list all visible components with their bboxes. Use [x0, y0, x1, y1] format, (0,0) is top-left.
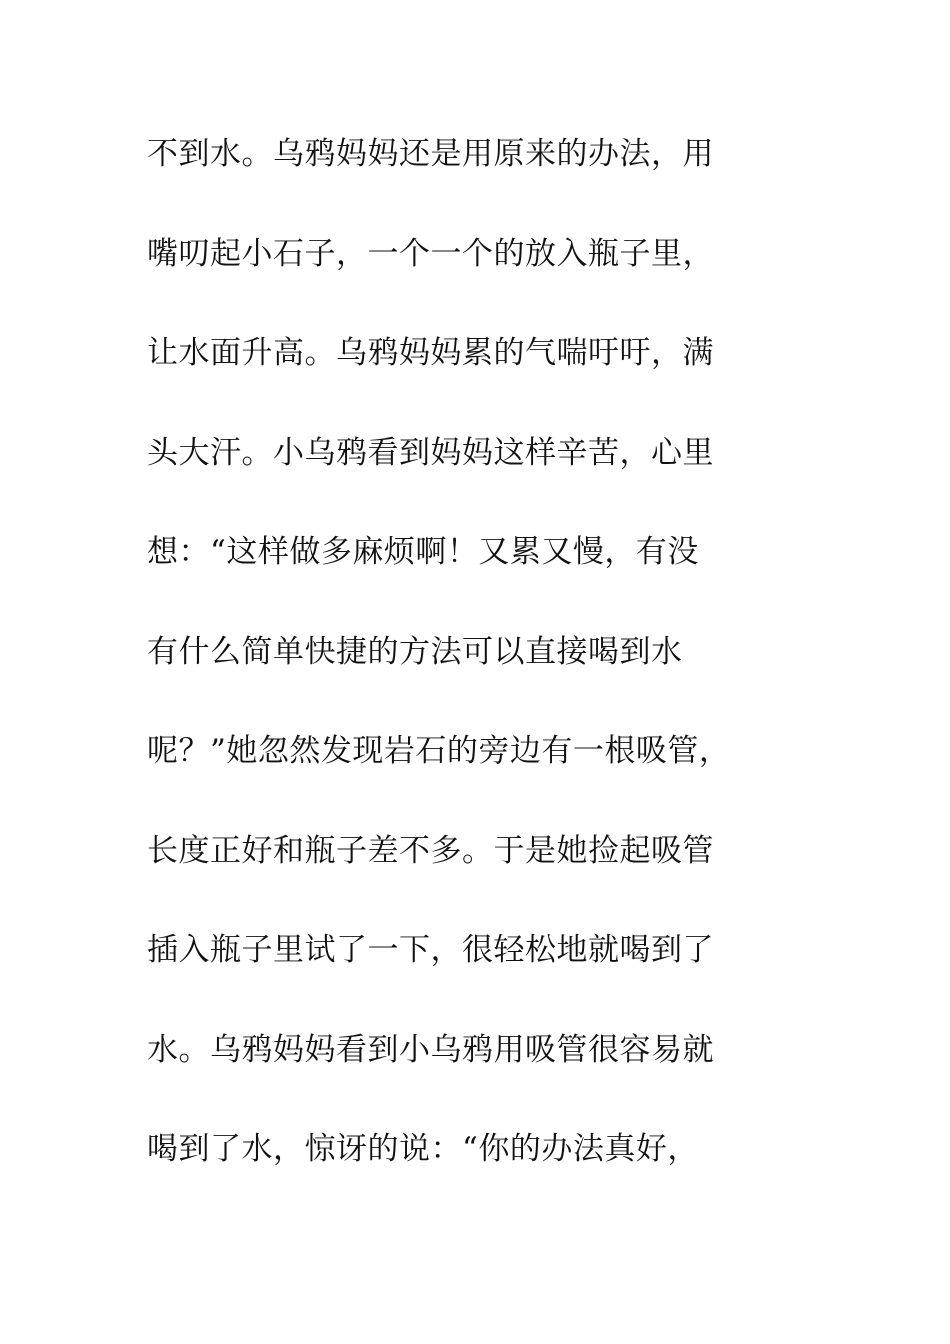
- text-line: 水。乌鸦妈妈看到小乌鸦用吸管很容易就: [147, 1031, 714, 1068]
- text-line: 插入瓶子里试了一下，很轻松地就喝到了: [147, 932, 714, 968]
- text-line: 不到水。乌鸦妈妈还是用原来的办法，用: [147, 136, 714, 172]
- text-line: 长度正好和瓶子差不多。于是她捡起吸管: [147, 832, 714, 869]
- text-line: 嘴叨起小石子，一个一个的放入瓶子里，: [147, 235, 714, 272]
- text-line: 让水面升高。乌鸦妈妈累的气喘吁吁，满: [147, 335, 714, 371]
- story-text: [147, 128, 847, 1223]
- text-line: 头大汗。小乌鸦看到妈妈这样辛苦，心里: [147, 434, 714, 471]
- text-line: 喝到了水，惊讶的说：“你的办法真好，: [147, 1131, 699, 1167]
- text-line: 想：“这样做多麻烦啊！又累又慢，有没: [147, 534, 699, 570]
- text-line: 有什么简单快捷的方法可以直接喝到水: [147, 633, 683, 670]
- text-line: 呢？”她忽然发现岩石的旁边有一根吸管，: [147, 733, 731, 769]
